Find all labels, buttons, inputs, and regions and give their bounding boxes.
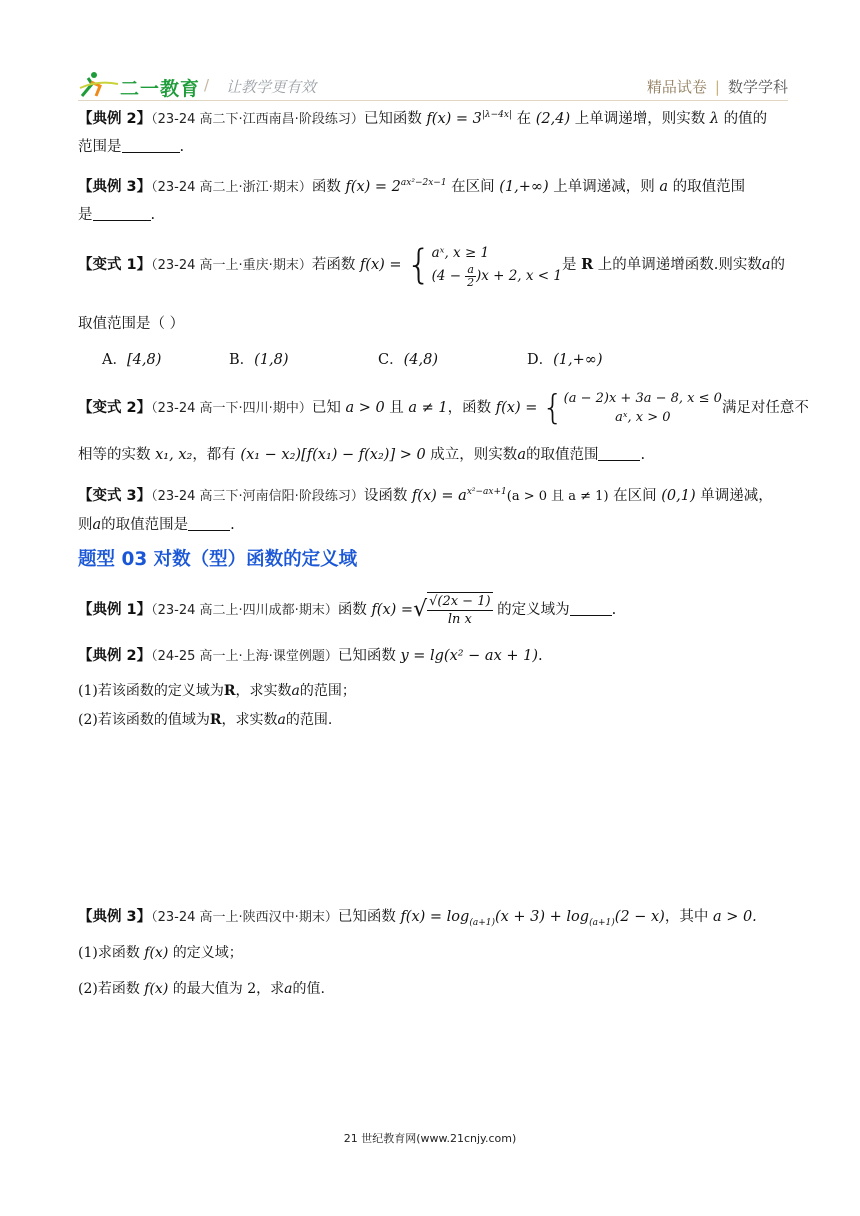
text: (2)若该函数的值域为 <box>78 712 210 728</box>
variable: a <box>92 517 102 533</box>
header-subject-label: 数学学科 <box>727 78 788 96</box>
item-source: （24-25 高一上·上海·课堂例题） <box>151 649 338 664</box>
condition: (a > 0 且 a ≠ 1) <box>506 488 609 504</box>
item-source: （23-24 高二下·江西南昌·阶段练习） <box>151 111 364 127</box>
option-key: A． <box>102 352 127 368</box>
item-label: 【典例 2】 <box>78 110 152 127</box>
header-right <box>647 76 788 97</box>
variables: x₁, x₂ <box>155 447 193 463</box>
text: 的最大值为 2，求 <box>168 981 285 997</box>
example-2-line2 <box>78 136 793 158</box>
interval: (1,+∞) <box>499 178 549 195</box>
text: 在区间 <box>446 178 500 195</box>
formula <box>400 909 665 928</box>
text: 则 <box>78 517 93 533</box>
text: . <box>230 517 235 533</box>
text: 已知函数 <box>337 648 401 664</box>
text: (4 − <box>431 267 466 284</box>
text: )x + 2, x < 1 <box>475 267 562 284</box>
text: . <box>538 648 543 664</box>
text: 满足对任意不 <box>721 400 809 416</box>
text: 的取值范围是 <box>101 517 189 533</box>
text: 设函数 <box>363 487 412 504</box>
text: 相等的实数 <box>78 447 156 463</box>
item-source: （23-24 高三下·河南信阳·阶段练习） <box>151 488 364 504</box>
example-2-line1 <box>78 104 793 131</box>
case-2 <box>432 264 562 289</box>
text: ，函数 <box>447 400 496 416</box>
text: 若函数 <box>311 257 360 273</box>
domain-example-3 <box>78 906 793 934</box>
variant-2-line2 <box>78 444 793 466</box>
case-1: (a − 2)x + 3a − 8, x ≤ 0 <box>563 391 722 406</box>
text: ，求实数 <box>221 712 278 728</box>
text: 函数 <box>337 602 372 618</box>
text: ，求实数 <box>235 683 292 699</box>
reals-symbol: R <box>209 712 222 728</box>
answer-blank[interactable] <box>122 138 180 153</box>
item-label: 【典例 3】 <box>78 178 152 195</box>
option-b[interactable] <box>229 348 289 369</box>
page-footer: 21 世纪教育网(www.21cnjy.com) <box>343 1132 517 1145</box>
domain-example-3-q1 <box>78 942 793 964</box>
brand-name: 二一教育 <box>120 78 201 100</box>
item-label: 【变式 3】 <box>78 487 152 504</box>
function-name: f(x) = <box>359 257 402 273</box>
denominator: 2 <box>467 275 475 289</box>
function-name: f(x) <box>144 981 169 997</box>
item-source: （23-24 高二上·浙江·期末） <box>151 179 312 195</box>
variant-3-line1 <box>78 481 793 508</box>
text: 的 <box>770 257 786 273</box>
condition: a > 0 <box>345 400 385 416</box>
text: 的定义域为 <box>492 602 570 618</box>
function-name: f(x) = <box>371 602 414 618</box>
text: 的值. <box>292 981 325 997</box>
option-key: B． <box>229 352 255 368</box>
interval: (0,1) <box>661 487 696 504</box>
text: (2 − x) <box>614 909 665 925</box>
variant-1-line1 <box>78 240 793 290</box>
log-base: (a+1) <box>589 917 615 928</box>
text: 的值的 <box>719 110 768 127</box>
option-value: (4,8) <box>403 352 438 368</box>
text: 已知函数 <box>363 110 427 127</box>
cases <box>432 242 562 289</box>
page-header <box>78 70 788 100</box>
sqrt-sign: √ <box>413 597 428 622</box>
text: 的取值范围 <box>525 447 599 463</box>
variant-2-line1 <box>78 386 809 430</box>
piecewise-function <box>542 386 722 430</box>
condition: a > 0. <box>712 909 757 925</box>
variable: a <box>517 447 526 463</box>
text: (1)若该函数的定义域为 <box>78 683 224 699</box>
header-slash: / <box>204 76 210 94</box>
text: 上单调递减，则 <box>548 178 660 195</box>
domain-example-1 <box>78 588 793 632</box>
answer-blank[interactable] <box>188 516 230 531</box>
function-name: f(x) = <box>495 400 538 416</box>
fraction <box>465 264 476 289</box>
variable: a <box>277 712 286 728</box>
text: 上单调递增，则实数 <box>570 110 710 127</box>
interval: (2,4) <box>535 110 571 127</box>
function-name: f(x) <box>144 945 169 961</box>
item-source: （23-24 高二上·四川成都·期末） <box>151 603 338 618</box>
text: 函数 <box>311 178 346 195</box>
text: 已知函数 <box>337 909 401 925</box>
case-1: aˣ, x ≥ 1 <box>431 244 490 261</box>
option-key: C． <box>378 352 404 368</box>
answer-blank[interactable] <box>93 206 151 221</box>
variable: a <box>284 981 293 997</box>
item-source: （23-24 高一上·陕西汉中·期末） <box>151 910 338 925</box>
piecewise-function <box>406 240 562 290</box>
text: 且 <box>384 400 409 416</box>
option-value: (1,+∞) <box>553 352 603 368</box>
text: 单调递减， <box>695 487 773 504</box>
formula: f(x) = a <box>411 487 467 504</box>
text: 范围是 <box>78 139 122 155</box>
numerator: a <box>467 262 474 276</box>
variant-1-line2 <box>78 313 793 335</box>
case-2: aˣ, x > 0 <box>615 410 671 425</box>
text: 是 <box>78 207 93 223</box>
numerator: √(2x − 1) <box>429 594 491 609</box>
fraction <box>427 592 492 628</box>
item-source: （23-24 高一下·四川·期中） <box>151 401 312 416</box>
option-value: (1,8) <box>254 352 289 368</box>
item-label: 【变式 1】 <box>78 257 152 273</box>
text: 的范围. <box>285 712 333 728</box>
exponent: |λ−4x| <box>481 110 513 120</box>
header-separator: | <box>714 78 720 96</box>
variable: λ <box>709 110 720 127</box>
domain-example-2 <box>78 645 793 668</box>
text: 在 <box>512 110 536 127</box>
example-3-line1 <box>78 172 793 199</box>
text: 的取值范围 <box>668 178 746 195</box>
text: (1)求函数 <box>78 945 145 961</box>
variant-3-line2 <box>78 514 793 536</box>
text: 的范围； <box>299 683 356 699</box>
log-base: (a+1) <box>469 917 495 928</box>
option-value: [4,8) <box>126 352 162 368</box>
option-key: D． <box>527 352 554 368</box>
text: . <box>611 602 617 618</box>
formula: y = lg(x² − ax + 1) <box>400 648 539 664</box>
text: . <box>150 207 156 223</box>
text: 在区间 <box>608 487 662 504</box>
reals-symbol: R <box>223 683 236 699</box>
formula: f(x) = 3 <box>426 110 482 127</box>
option-d[interactable] <box>527 348 603 369</box>
formula: f(x) = 2 <box>345 178 401 195</box>
domain-example-3-q2 <box>78 978 793 1000</box>
text: ，其中 <box>664 909 713 925</box>
item-label: 【变式 2】 <box>78 400 152 416</box>
variable: a <box>659 178 669 195</box>
text: . <box>179 139 185 155</box>
text: ，都有 <box>192 447 241 463</box>
exponent: x²−ax+1 <box>466 487 507 497</box>
header-divider <box>78 100 788 101</box>
reals-symbol: R <box>581 256 594 273</box>
cases <box>564 389 722 427</box>
item-label: 【典例 1】 <box>78 602 152 618</box>
text: (x + 3) + log <box>494 909 590 925</box>
domain-example-2-q2 <box>78 709 793 731</box>
denominator: ln x <box>447 612 472 627</box>
header-quality-label: 精品试卷 <box>646 78 707 96</box>
option-c[interactable] <box>378 348 438 369</box>
item-label: 【典例 3】 <box>78 909 152 925</box>
slogan: 让教学更有效 <box>226 78 317 96</box>
variable: a <box>291 683 300 699</box>
text: (2)若函数 <box>78 981 145 997</box>
domain-example-2-q1 <box>78 680 793 702</box>
variable: a <box>761 257 771 273</box>
text: f(x) = log <box>400 909 470 925</box>
brace: { <box>406 242 432 288</box>
text: 的定义域； <box>168 945 243 961</box>
text: 成立，则实数 <box>425 447 518 463</box>
item-source: （23-24 高一上·重庆·期末） <box>151 258 312 273</box>
text: 取值范围是（ ） <box>78 316 185 332</box>
answer-blank[interactable] <box>570 601 612 616</box>
example-3-line2 <box>78 204 793 226</box>
answer-blank[interactable] <box>598 446 640 461</box>
text: 是 <box>561 257 582 273</box>
text: 上的单调递增函数.则实数 <box>593 257 762 273</box>
section-title: 题型 03 对数（型）函数的定义域 <box>78 549 358 570</box>
text: 已知 <box>311 400 346 416</box>
condition: a ≠ 1 <box>408 400 448 416</box>
item-label: 【典例 2】 <box>78 648 152 664</box>
inequality: (x₁ − x₂)[f(x₁) − f(x₂)] > 0 <box>240 447 426 463</box>
text: . <box>640 447 646 463</box>
brace: { <box>542 388 564 428</box>
option-a[interactable] <box>102 348 161 369</box>
exponent: ax²−2x−1 <box>400 178 447 188</box>
